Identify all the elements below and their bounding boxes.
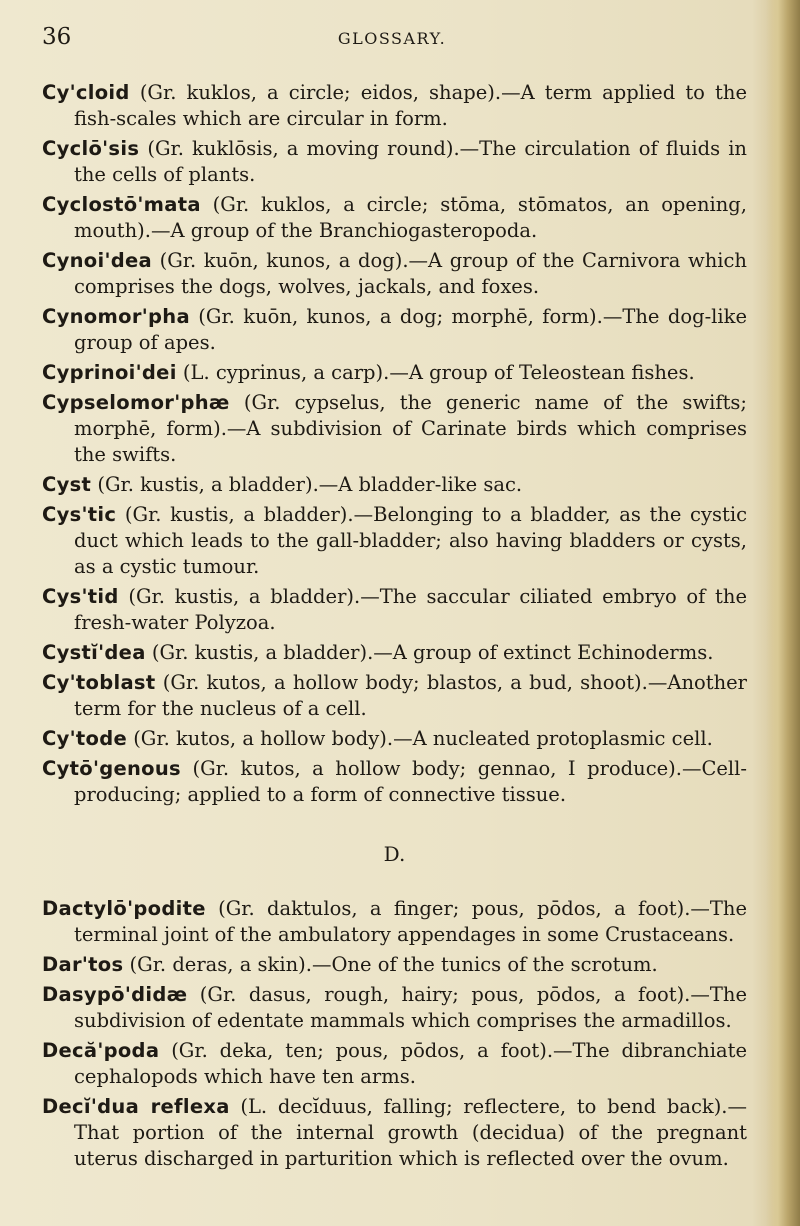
headword: Cyclostō'mata (42, 193, 201, 216)
headword: Cynomor'pha (42, 305, 190, 328)
running-head (42, 24, 742, 58)
glossary-body (42, 80, 747, 1176)
definition: (Gr. deka, ten; pous, pōdos, a foot).—The dibranchiate cephalopods which have ten arms. (74, 1039, 747, 1088)
entries-d (42, 896, 747, 1172)
glossary-entry (42, 670, 747, 722)
glossary-entry (42, 952, 747, 978)
definition: (L. decĭduus, falling; reflectere, to bend back).—That portion of the internal growth (decidua) of the pregnant uterus discharged in parturition which is reflected over the ovum. (74, 1095, 747, 1170)
page-number: 36 (42, 24, 72, 50)
headword: Dasypō'didæ (42, 983, 188, 1006)
headword: Cys'tid (42, 585, 119, 608)
glossary-entry (42, 726, 747, 752)
glossary-entry (42, 248, 747, 300)
glossary-entry (42, 982, 747, 1034)
glossary-entry (42, 502, 747, 580)
definition: (Gr. kustis, a bladder).—A group of extinct Echinoderms. (145, 641, 714, 664)
headword: Cytō'genous (42, 757, 181, 780)
glossary-entry (42, 896, 747, 948)
glossary-entry (42, 756, 747, 808)
definition: (Gr. kustis, a bladder).—The saccular ciliated embryo of the fresh-water Polyzoa. (74, 585, 747, 634)
glossary-entry (42, 136, 747, 188)
headword: Cynoi'dea (42, 249, 152, 272)
headword: Cys'tic (42, 503, 117, 526)
running-title: GLOSSARY. (337, 29, 447, 48)
definition: (Gr. kuōn, kunos, a dog; morphē, form).—The dog-like group of apes. (74, 305, 747, 354)
entries-c (42, 80, 747, 808)
definition: (Gr. kuklōsis, a moving round).—The circulation of fluids in the cells of plants. (74, 137, 747, 186)
headword: Cyclō'sis (42, 137, 140, 160)
glossary-entry (42, 80, 747, 132)
section-heading-d: D. (383, 842, 406, 866)
glossary-entry (42, 304, 747, 356)
headword: Decă'poda (42, 1039, 160, 1062)
page-edge-shadow (766, 0, 800, 1226)
definition: (L. cyprinus, a carp).—A group of Teleostean fishes. (176, 361, 695, 384)
definition: (Gr. kutos, a hollow body; gennao, I produce).—Cell-producing; applied to a form of connective tissue. (74, 757, 747, 806)
headword: Cyprinoi'dei (42, 361, 177, 384)
glossary-entry (42, 360, 747, 386)
definition: (Gr. cypselus, the generic name of the swifts; morphē, form).—A subdivision of Carinate birds which comprises the swifts. (74, 391, 747, 466)
definition: (Gr. kustis, a bladder).—A bladder-like sac. (91, 473, 523, 496)
glossary-entry (42, 390, 747, 468)
glossary-entry (42, 640, 747, 666)
definition: (Gr. dasus, rough, hairy; pous, pōdos, a foot).—The subdivision of edentate mammals which comprises the armadillos. (74, 983, 747, 1032)
definition: (Gr. kustis, a bladder).—Belonging to a bladder, as the cystic duct which leads to the gall-bladder; also having bladders or cysts, as a cystic tumour. (74, 503, 747, 578)
definition: (Gr. deras, a skin).—One of the tunics of the scrotum. (123, 953, 658, 976)
definition: (Gr. kuōn, kunos, a dog).—A group of the Carnivora which comprises the dogs, wolves, jackals, and foxes. (74, 249, 747, 298)
definition: (Gr. daktulos, a finger; pous, pōdos, a foot).—The terminal joint of the ambulatory appendages in some Crustaceans. (74, 897, 747, 946)
headword: Cyst (42, 473, 92, 496)
headword: Cy'toblast (42, 671, 156, 694)
headword: Decĭ'dua reflexa (42, 1095, 230, 1118)
headword: Cypselomor'phæ (42, 391, 230, 414)
glossary-entry (42, 584, 747, 636)
headword: Dar'tos (42, 953, 124, 976)
glossary-entry (42, 1038, 747, 1090)
headword: Dactylō'podite (42, 897, 206, 920)
definition: (Gr. kuklos, a circle; eidos, shape).—A term applied to the fish-scales which are circular in form. (74, 81, 747, 130)
definition: (Gr. kutos, a hollow body; blastos, a bud, shoot).—Another term for the nucleus of a cell. (74, 671, 747, 720)
glossary-entry (42, 1094, 747, 1172)
definition: (Gr. kutos, a hollow body).—A nucleated protoplasmic cell. (127, 727, 713, 750)
headword: Cystĭ'dea (42, 641, 146, 664)
glossary-entry (42, 192, 747, 244)
glossary-entry (42, 472, 747, 498)
headword: Cy'cloid (42, 81, 130, 104)
headword: Cy'tode (42, 727, 127, 750)
definition: (Gr. kuklos, a circle; stōma, stōmatos, an opening, mouth).—A group of the Branchiogasteropoda. (74, 193, 747, 242)
